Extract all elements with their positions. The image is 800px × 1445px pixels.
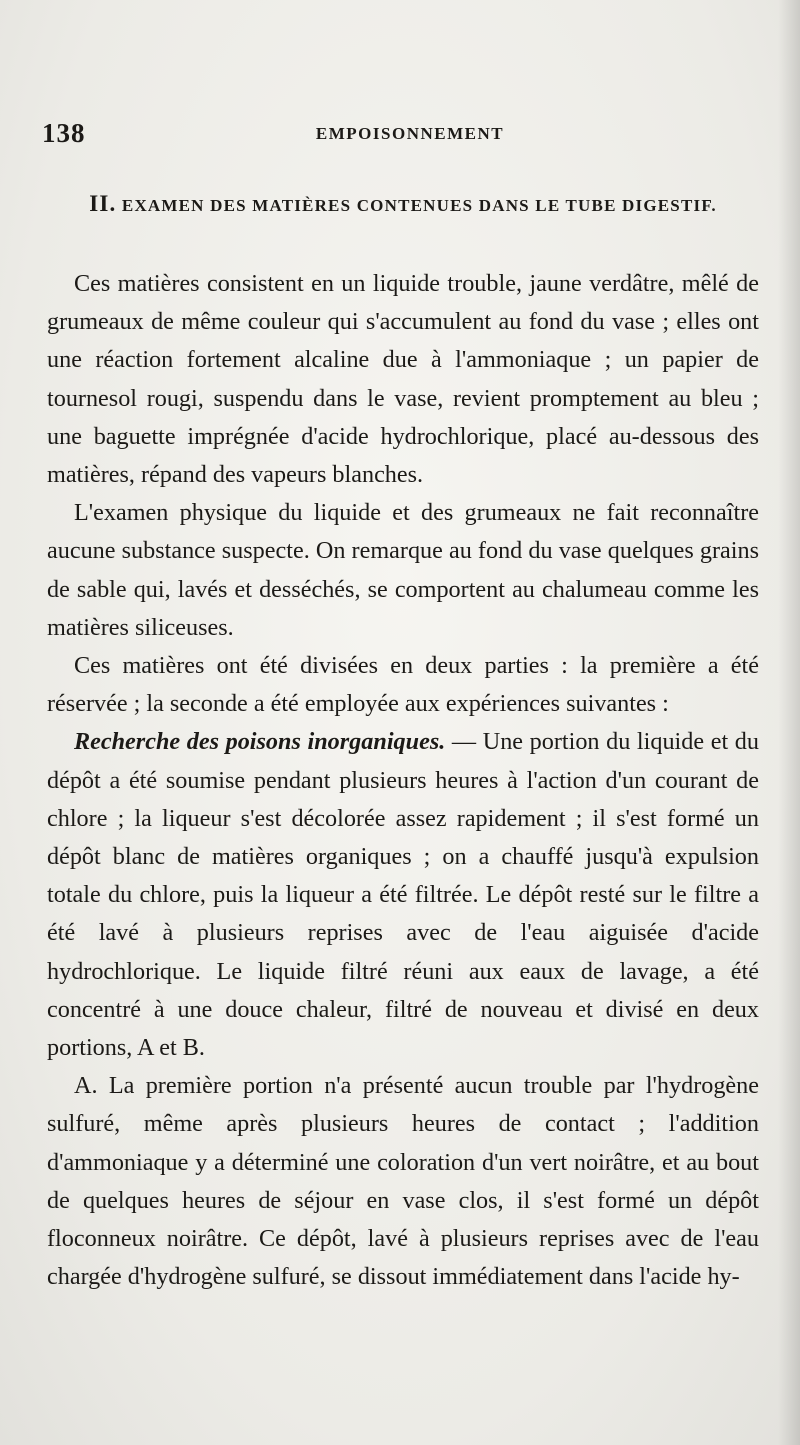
paragraph-text: Ces matières ont été divisées en deux parties : la première a été réservée ; la seconde a été employée aux expériences suivantes :	[47, 652, 759, 718]
paragraph	[47, 494, 759, 647]
running-head: EMPOISONNEMENT	[315, 124, 505, 143]
body-text	[47, 265, 759, 1296]
page-header	[40, 118, 760, 148]
section-heading	[48, 186, 758, 224]
paragraph	[47, 723, 759, 1067]
paragraph-text: L'examen physique du liquide et des grumeaux ne fait reconnaître aucune substance suspecte. On remarque au fond du vase quelques grains de sable qui, lavés et desséchés, se comportent au chalumeau comme les matières siliceuses.	[47, 499, 759, 641]
page-edge-shadow	[778, 0, 800, 1445]
section-number: II.	[89, 191, 117, 216]
paragraph-text: A. La première portion n'a présenté aucun trouble par l'hydrogène sulfuré, même après plusieurs heures de contact ; l'addition d'ammoniaque y a déterminé une coloration d'un vert noirâtre, et au bout de quelques heures de séjour en vase clos, il s'est formé un dépôt floconneux noirâtre. Ce dépôt, lavé à plusieurs reprises avec de l'eau chargée d'hydrogène sulfuré, se dissout immédiatement dans l'acide hy-	[47, 1072, 759, 1291]
page-number: 138	[42, 118, 86, 148]
paragraph	[47, 647, 759, 723]
paragraph-text: — Une portion du liquide et du dépôt a été soumise pendant plusieurs heures à l'action d'un courant de chlore ; la liqueur s'est décolorée assez rapidement ; il s'est formé un dépôt blanc de matières organiques ; on a chauffé jusqu'à expulsion totale du chlore, puis la liqueur a été filtrée. Le dépôt resté sur le filtre a été lavé à plusieurs reprises avec de l'eau aiguisée d'acide hydrochlorique. Le liquide filtré réuni aux eaux de lavage, a été concentré à une douce chaleur, filtré de nouveau et divisé en deux portions, A et B.	[47, 728, 759, 1062]
paragraph	[47, 1067, 759, 1296]
paragraph-text: Ces matières consistent en un liquide trouble, jaune verdâtre, mêlé de grumeaux de même couleur qui s'accumulent au fond du vase ; elles ont une réaction fortement alcaline due à l'ammoniaque ; un papier de tournesol rougi, suspendu dans le vase, revient promptement au bleu ; une baguette imprégnée d'acide hydrochlorique, placé au-dessous des matières, répand des vapeurs blanches.	[47, 270, 759, 489]
paragraph-rubric: Recherche des poisons inorganiques.	[74, 728, 446, 756]
paragraph	[47, 265, 759, 494]
section-title: EXAMEN DES MATIÈRES CONTENUES DANS LE TUBE DIGESTIF.	[121, 196, 717, 215]
